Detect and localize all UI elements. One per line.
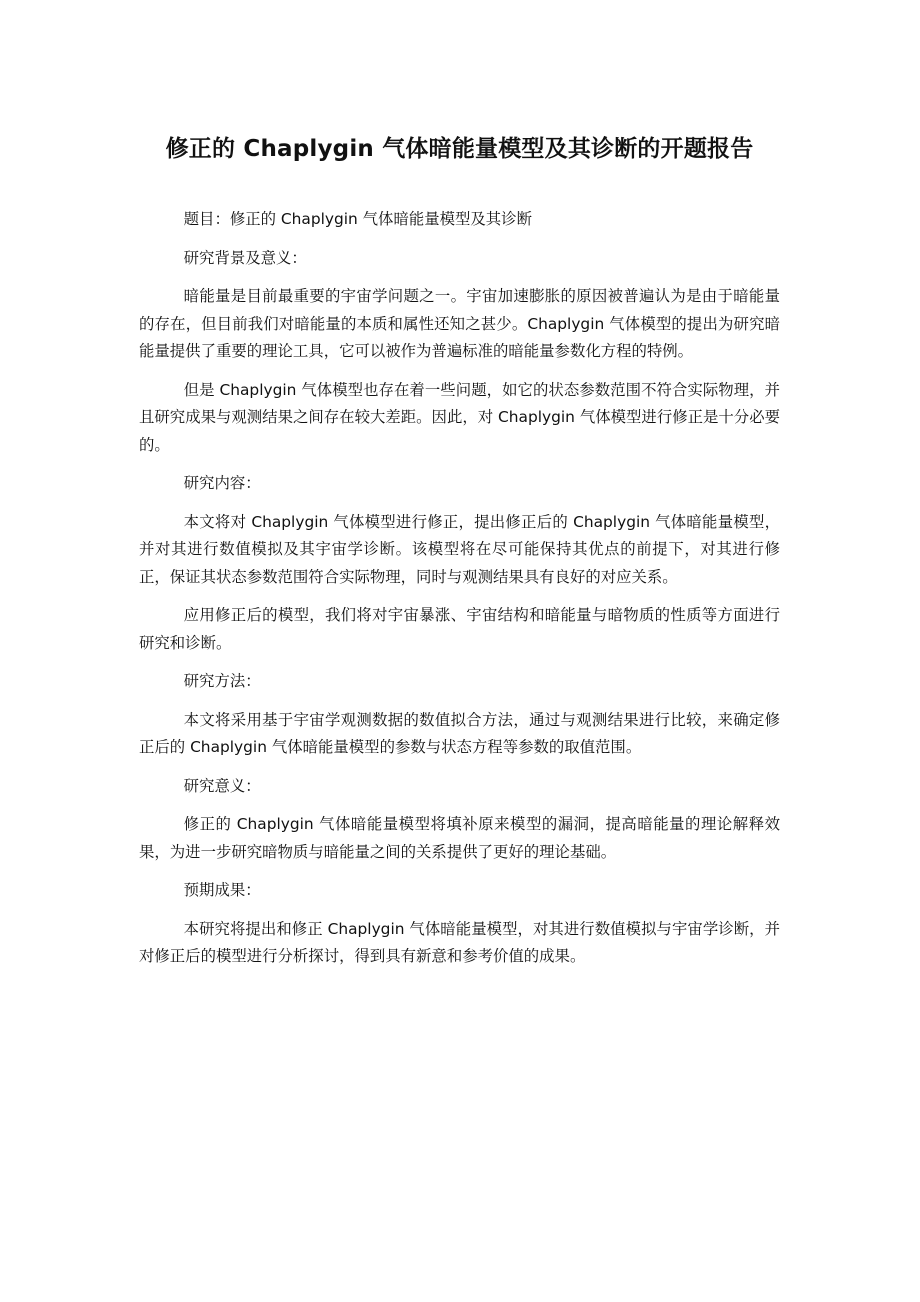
paragraph: 本研究将提出和修正 Chaplygin 气体暗能量模型，对其进行数值模拟与宇宙学诊断，并对修正后的模型进行分析探讨，得到具有新意和参考价值的成果。 bbox=[139, 919, 780, 965]
section-heading-background: 研究背景及意义： bbox=[183, 248, 307, 267]
paragraph: 应用修正后的模型，我们将对宇宙暴涨、宇宙结构和暗能量与暗物质的性质等方面进行研究和诊断。 bbox=[139, 606, 780, 652]
section-heading-expected-results: 预期成果： bbox=[183, 881, 261, 899]
topic-line: 题目：修正的 Chaplygin 气体暗能量模型及其诊断 bbox=[183, 210, 532, 228]
section-heading-significance: 研究意义： bbox=[183, 776, 261, 795]
paragraph: 本文将采用基于宇宙学观测数据的数值拟合方法，通过与观测结果进行比较，来确定修正后的 Chaplygin 气体暗能量模型的参数与状态方程等参数的取值范围。 bbox=[139, 710, 780, 756]
document-body bbox=[139, 206, 780, 971]
section-heading-methods: 研究方法： bbox=[183, 672, 261, 690]
paragraph: 暗能量是目前最重要的宇宙学问题之一。宇宙加速膨胀的原因被普遍认为是由于暗能量的存在，但目前我们对暗能量的本质和属性还知之甚少。Chaplygin 气体模型的提出为研究暗能量提供了重要的理论工具，它可以被作为普遍标准的暗能量参数化方程的特例。 bbox=[139, 287, 780, 360]
paragraph: 修正的 Chaplygin 气体暗能量模型将填补原来模型的漏洞，提高暗能量的理论解释效果，为进一步研究暗物质与暗能量之间的关系提供了更好的理论基础。 bbox=[139, 815, 780, 861]
section-heading-content: 研究内容： bbox=[183, 474, 261, 492]
document-title: 修正的 Chaplygin 气体暗能量模型及其诊断的开题报告 bbox=[165, 136, 754, 162]
paragraph: 本文将对 Chaplygin 气体模型进行修正，提出修正后的 Chaplygin 气体暗能量模型，并对其进行数值模拟及其宇宙学诊断。该模型将在尽可能保持其优点的前提下，对其进行修正，保证其状态参数范围符合实际物理，同时与观测结果具有良好的对应关系。 bbox=[139, 512, 780, 586]
paragraph: 但是 Chaplygin 气体模型也存在着一些问题，如它的状态参数范围不符合实际物理，并且研究成果与观测结果之间存在较大差距。因此，对 Chaplygin 气体模型进行修正是十分必要的。 bbox=[139, 380, 780, 454]
